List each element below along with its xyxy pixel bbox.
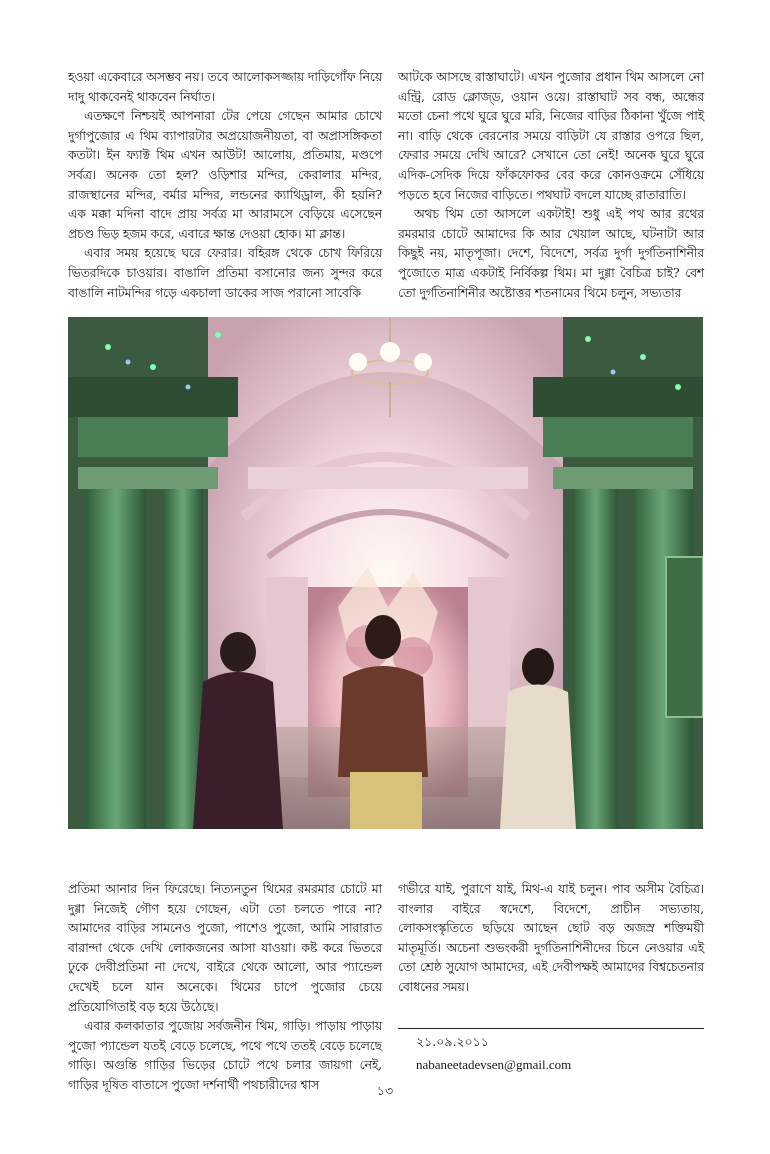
signature-date: ২১.০৯.২০১১ [416,1034,489,1049]
paragraph: এবার সময় হয়েছে ঘরে ফেরার। বহিরঙ্গ থেকে চোখ ফিরিয়ে ভিতরদিকে চাওয়ার। বাঙালি প্রতিমা বসানোর জন্য সুন্দর করে বাঙালি নাটমন্দির গড়ে একচালা ডাকের সাজ পরানো সাবেকি [68,246,382,300]
article-column-bottom-right [398,880,704,998]
paragraph: আটকে আসছে রাস্তাঘাটে। এখন পুজোর প্রধান থিম আসলে নো এন্ট্রি, রোড ক্লোজ্‌ড, ওয়ান ওয়ে। রাস্তাঘাট সব বন্ধ, অন্ধের মতো চেনা পথে ঘুরে ঘুরে মরি, নিজের বাড়ির ঠিকানা খুঁজে পাই না। বাড়ি থেকে বেরনোর সময়ে বাড়িটা যে রাস্তার ওপরে ছিল, ফেরার সময়ে দেখি আরে? সেখানে তো নেই! অনেক ঘুরে ঘুরে এদিক-সেদিক দিয়ে ফাঁকফোকর বের করে কোনওক্রমে সেঁধিয়ে পড়তে হবে নিজের বাড়িতে। পথঘাট বদলে যাচ্ছে রাতারাতি। [398,70,704,202]
paragraph: হওয়া একেবারে অসম্ভব নয়। তবে আলোকসজ্জায় দাড়িগোঁফ নিয়ে দাদু থাকবেনই থাকবেন নির্ঘাত। [68,70,382,104]
paragraph: গভীরে যাই, পুরাণে যাই, মিথ-এ যাই চলুন। পাব অসীম বৈচিত্র। বাংলার বাইরে স্বদেশে, বিদেশে, প্রাচীন সভ্যতায়, লোকসংস্কৃতিতে ছড়িয়ে আছেন ছোট বড় অজস্র শক্তিময়ী মাতৃমূর্তি। অচেনা শুভংকরী দুর্গতিনাশিনীদের চিনে নেওয়ার এই তো শ্রেষ্ঠ সুযোগ আমাদের, এই দেবীপক্ষই আমাদের বিশ্বচেতনার বোধনের সময়। [398,882,704,994]
page-number: ১৩ [376,1083,394,1098]
signature-divider [398,1028,704,1029]
temple-photo [68,317,703,829]
author-email: nabaneetadevsen@gmail.com [416,1057,572,1072]
paragraph: এতক্ষণে নিশ্চয়ই আপনারা টের পেয়ে গেছেন আমার চোখে দুর্গাপুজোর এ থিম ব্যাপারটার অপ্রয়োজনীয়তা, বা অপ্রাসঙ্গিকতা কতটা। ইন ফ্যাক্ট থিম এখন আউট! আলোয়, প্রতিমায়, মণ্ডপে সর্বত্র। অনেক তো হল? ওড়িশার মন্দির, কেরালার মন্দির, রাজস্থানের মন্দির, বর্মার মন্দির, লন্ডনের ক্যাথিড্রাল, কী হয়নি? এক মক্কা মদিনা বাদে প্রায় সর্বত্র মা আরামসে বেড়িয়ে এসেছেন প্রচণ্ড ভিড় হজম করে, এবারে ক্ষান্ত দেওয়া হোক। মা ক্লান্ত। [68,109,382,241]
paragraph: এবার কলকাতার পুজোয় সর্বজনীন থিম, গাড়ি। পাড়ায় পাড়ায় পুজো প্যান্ডেল যতই বেড়ে চলেছে, পথে পথে ততই বেড়ে চলেছে গাড়ি। অগুন্তি গাড়ির ভিড়ের চোটে পথে চলার জায়গা নেই, গাড়ির দূষিত বাতাসে পুজো দর্শনার্থী পথচারীদের শ্বাস [68,1019,382,1092]
temple-interior-illustration [68,317,703,829]
article-column-top-left [68,68,382,303]
paragraph: প্রতিমা আনার দিন ফিরেছে। নিত্যনতুন থিমের রমরমার চোটে মা দুগ্গা নিজেই গৌণ হয়ে গেছেন, এটা তো চলতে পারে না? আমাদের বাড়ির সামনেও পুজো, পাশেও পুজো, আমি সারারাত বারান্দা থেকে দেখি লোকজনের আসা যাওয়া। কষ্ট করে ভিতরে ঢুকে দেবীপ্রতিমা না দেখে, বাইরে থেকে আলো, আর প্যান্ডেল দেখেই চলে যান অনেকে। থিমের চাপে পুজোর চেয়ে প্রতিযোগিতাই বড় হয়ে উঠেছে। [68,882,382,1014]
paragraph: অথচ থিম তো আসলে একটাই! শুধু এই পথ আর রথের রমরমার চোটে আমাদের কি আর খেয়াল আছে, ঘটনাটা আর কিছুই নয়, মাতৃপূজা। দেশে, বিদেশে, সর্বত্র দুর্গা দুর্গতিনাশিনীর পুজোতে মাত্র একটাই নির্বিকল্প থিম। মা দুগ্গা বৈচিত্র চাই? বেশ তো দুর্গতিনাশিনীর অষ্টোত্তর শতনামের থিমে চলুন, সভ্যতার [398,207,704,300]
article-column-top-right [398,68,704,303]
article-column-bottom-left [68,880,382,1096]
